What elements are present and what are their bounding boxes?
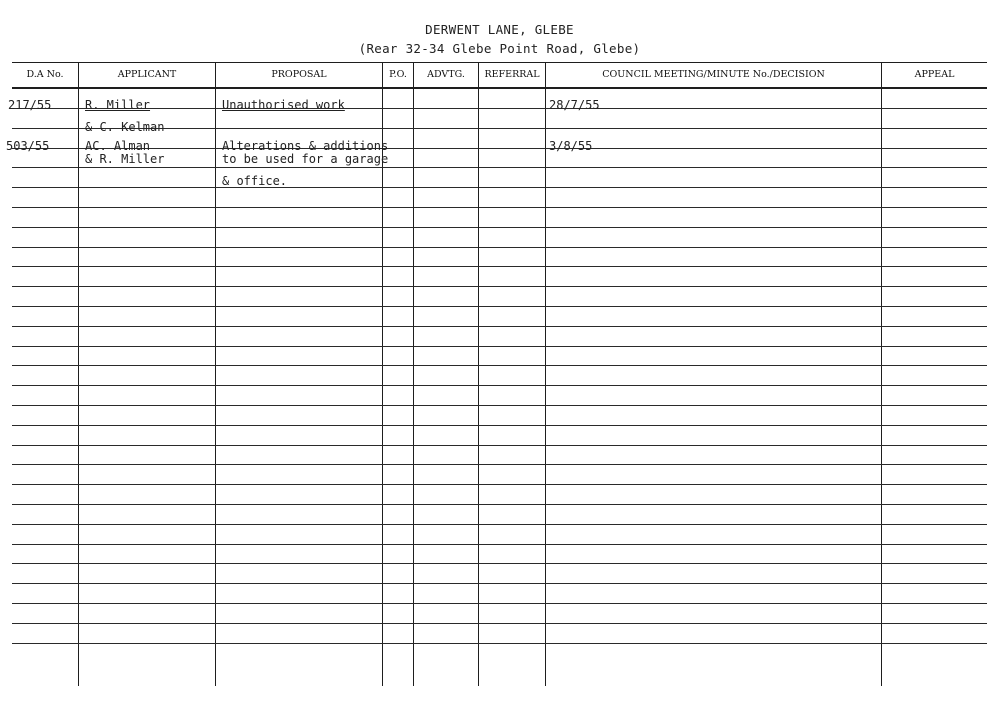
ruled-line: [12, 207, 987, 208]
ruled-line: [12, 108, 987, 109]
ruled-line: [12, 445, 987, 446]
ruled-line: [12, 563, 987, 564]
ruled-line: [12, 464, 987, 465]
ruled-line: [12, 286, 987, 287]
ruled-line: [12, 623, 987, 624]
ruled-line: [12, 187, 987, 188]
entry-proposal: Alterations & additions: [222, 139, 389, 153]
header-po: P.O.: [389, 69, 407, 80]
ruled-line: [12, 266, 987, 267]
header-appeal: APPEAL: [914, 69, 955, 80]
header-proposal: PROPOSAL: [271, 69, 327, 80]
entry-applicant: & R. Miller: [85, 152, 165, 166]
column-divider: [545, 62, 546, 686]
header-bottom-border: [12, 87, 987, 89]
ruled-line: [12, 148, 987, 149]
document-title: DERWENT LANE, GLEBE: [425, 22, 574, 37]
ruled-line: [12, 583, 987, 584]
ruled-line: [12, 385, 987, 386]
entry-proposal: & office.: [222, 174, 288, 188]
entry-applicant: R. Miller: [85, 98, 151, 112]
column-divider: [215, 62, 216, 686]
ruled-line: [12, 484, 987, 485]
entry-decision: 3/8/55: [549, 139, 593, 153]
entry-decision: 28/7/55: [549, 98, 600, 112]
ruled-line: [12, 425, 987, 426]
header-advtg: ADVTG.: [427, 69, 465, 80]
column-divider: [413, 62, 414, 686]
ruled-line: [12, 544, 987, 545]
ruled-line: [12, 603, 987, 604]
entry-da-number: 503/55: [6, 139, 50, 153]
ruled-line: [12, 504, 987, 505]
ruled-line: [12, 167, 987, 168]
entry-proposal: Unauthorised work: [222, 98, 345, 112]
header-applicant: APPLICANT: [117, 69, 177, 80]
ruled-line: [12, 306, 987, 307]
entry-da-number: 217/55: [8, 98, 52, 112]
ruled-line: [12, 247, 987, 248]
table-top-border: [12, 62, 987, 63]
header-referral: REFERRAL: [484, 69, 540, 80]
header-da-no: D.A No.: [26, 69, 64, 80]
entry-proposal: to be used for a garage: [222, 152, 389, 166]
document-subtitle: (Rear 32-34 Glebe Point Road, Glebe): [358, 41, 641, 56]
ruled-line: [12, 346, 987, 347]
ruled-line: [12, 643, 987, 644]
header-council-decision: COUNCIL MEETING/MINUTE No./DECISION: [602, 69, 825, 80]
column-divider: [78, 62, 79, 686]
ruled-line: [12, 227, 987, 228]
entry-applicant: AC. Alman: [85, 139, 151, 153]
ruled-line: [12, 326, 987, 327]
ruled-line: [12, 405, 987, 406]
column-divider: [478, 62, 479, 686]
ruled-line: [12, 365, 987, 366]
column-divider: [881, 62, 882, 686]
ruled-line: [12, 524, 987, 525]
entry-applicant: & C. Kelman: [85, 120, 165, 134]
